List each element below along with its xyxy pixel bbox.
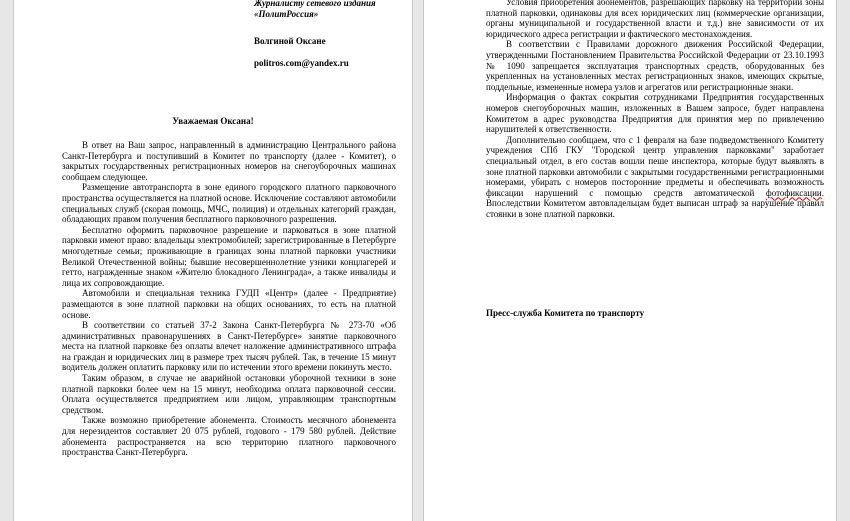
paragraph: Размещение автотранспорта в зоне единого городского платного парковочного пространства осуществляется на платной основе. Исключение составляют автомобили специальных служб (скорая помощь, МЧС, полиция) и отдельных категорий граждан, обладающих правом получения бесплатного парковочного разрешения. [62,182,396,225]
document-page-right [424,0,836,521]
addressee-block [254,0,404,19]
paragraph [486,135,824,220]
paragraph: В соответствии с Правилами дорожного движения Российской Федерации, утвержденными Постановлением Правительства Российской Федерации от 23.10.1993 № 1090 запрещается эксплуатация транспортных средств, оборудованных без укрепленных на установленных местах регистрационных знаков, имеющих скрытые, поддельные, измененные номера узлов и агрегатов или регистрационные знаки. [486,39,824,92]
addressee-email: politros.com@yandex.ru [254,58,349,68]
addressee-line-1: Журналисту сетевого издания [254,0,376,8]
addressee-name: Волгиной Оксане [254,36,326,46]
signature: Пресс-служба Комитета по транспорту [486,308,645,318]
right-body [486,0,824,219]
paragraph: Информация о фактах сокрытия сотрудниками Предприятия государственных номеров снегоуборочных машин, изложенных в Вашем запросе, будет направлена Комитетом в адрес руководства Предприятия для принятия мер по привлечению нарушителей к ответственности. [486,92,824,135]
paragraph: Автомобили и специальная техника ГУДП «Центр» (далее - Предприятие) размещаются в зоне платной парковки на общих основаниях, то есть на платной основе. [62,288,396,320]
paragraph: Условия приобретения абонементов, разрешающих парковку на территории зоны платной парковки, одинаковы для всех юридических лиц (коммерческие организации, органы муниципальной и государственной власти и т.д.) вне зависимости от их юридического адреса регистрации и фактического местонахождения. [486,0,824,39]
salutation: Уважаемая Оксана! [172,116,254,126]
paragraph: В соответствии со статьей 37-2 Закона Санкт-Петербурга № 273-70 «Об административных правонарушениях в Санкт-Петербурге» занятие парковочного места на платной парковке без оплаты влечет наложение административного штрафа на граждан и юридических лиц в размере трех тысяч рублей. Так, в течение 15 минут водитель должен оплатить парковку или по истечении этого времени покинуть место. [62,320,396,373]
paragraph-text: . Впоследствии Комитетом автовладельцам будет выписан штраф за нарушение правил стоянки в зоне платной парковки. [486,187,824,219]
left-body [62,140,396,458]
paragraph: Также возможно приобретение абонемента. Стоимость месячного абонемента для нерезидентов составляет 20 075 рублей, годового - 179 580 рублей. Действие абонемента распространяется на всю территорию платного парковочного пространства Санкт-Петербурга. [62,415,396,458]
addressee-line-2: «ПолитРоссия» [254,8,319,19]
spellcheck-flagged-word[interactable]: фотофиксации [765,187,822,198]
document-page-left [14,0,412,521]
paragraph: Бесплатно оформить парковочное разрешение и парковаться в зоне платной парковки имеют право: владельцы электромобилей; зарегистрированные в Петербурге многодетные семьи; проживающие в границах зоны платной парковки участники Великой Отечественной войны; бывшие несовершеннолетние узники концлагерей и гетто, награжденные знаком «Жителю блокадного Ленинграда», а также инвалиды и лица их сопровождающие. [62,224,396,288]
paragraph: Таким образом, в случае не аварийной остановки уборочной техники в зоне платной парковки более чем на 15 минут, необходима оплата парковочной сессии. Оплата осуществляется предприятием или лицом, управляющим транспортным средством. [62,373,396,415]
paragraph-text: Дополнительно сообщаем, что с 1 февраля на базе подведомственного Комитету учреждения СПб ГКУ "Городской центр управления парковками" заработает специальный отдел, в его состав вошли пеше инспектора, которые будут выявлять в зоне платной парковки автомобили с закрытыми государственными регистрационными номерами, убирать с номеров посторонние предметы и обеспечивать возможность фиксации нарушений с помощью средств автоматической [486,134,824,198]
paragraph: В ответ на Ваш запрос, направленный в администрацию Центрального района Санкт-Петербурга и поступивший в Комитет по транспорту (далее - Комитет), о закрытых государственных регистрационных номеров на снегоуборочных машинах сообщаем следующее. [62,140,396,182]
